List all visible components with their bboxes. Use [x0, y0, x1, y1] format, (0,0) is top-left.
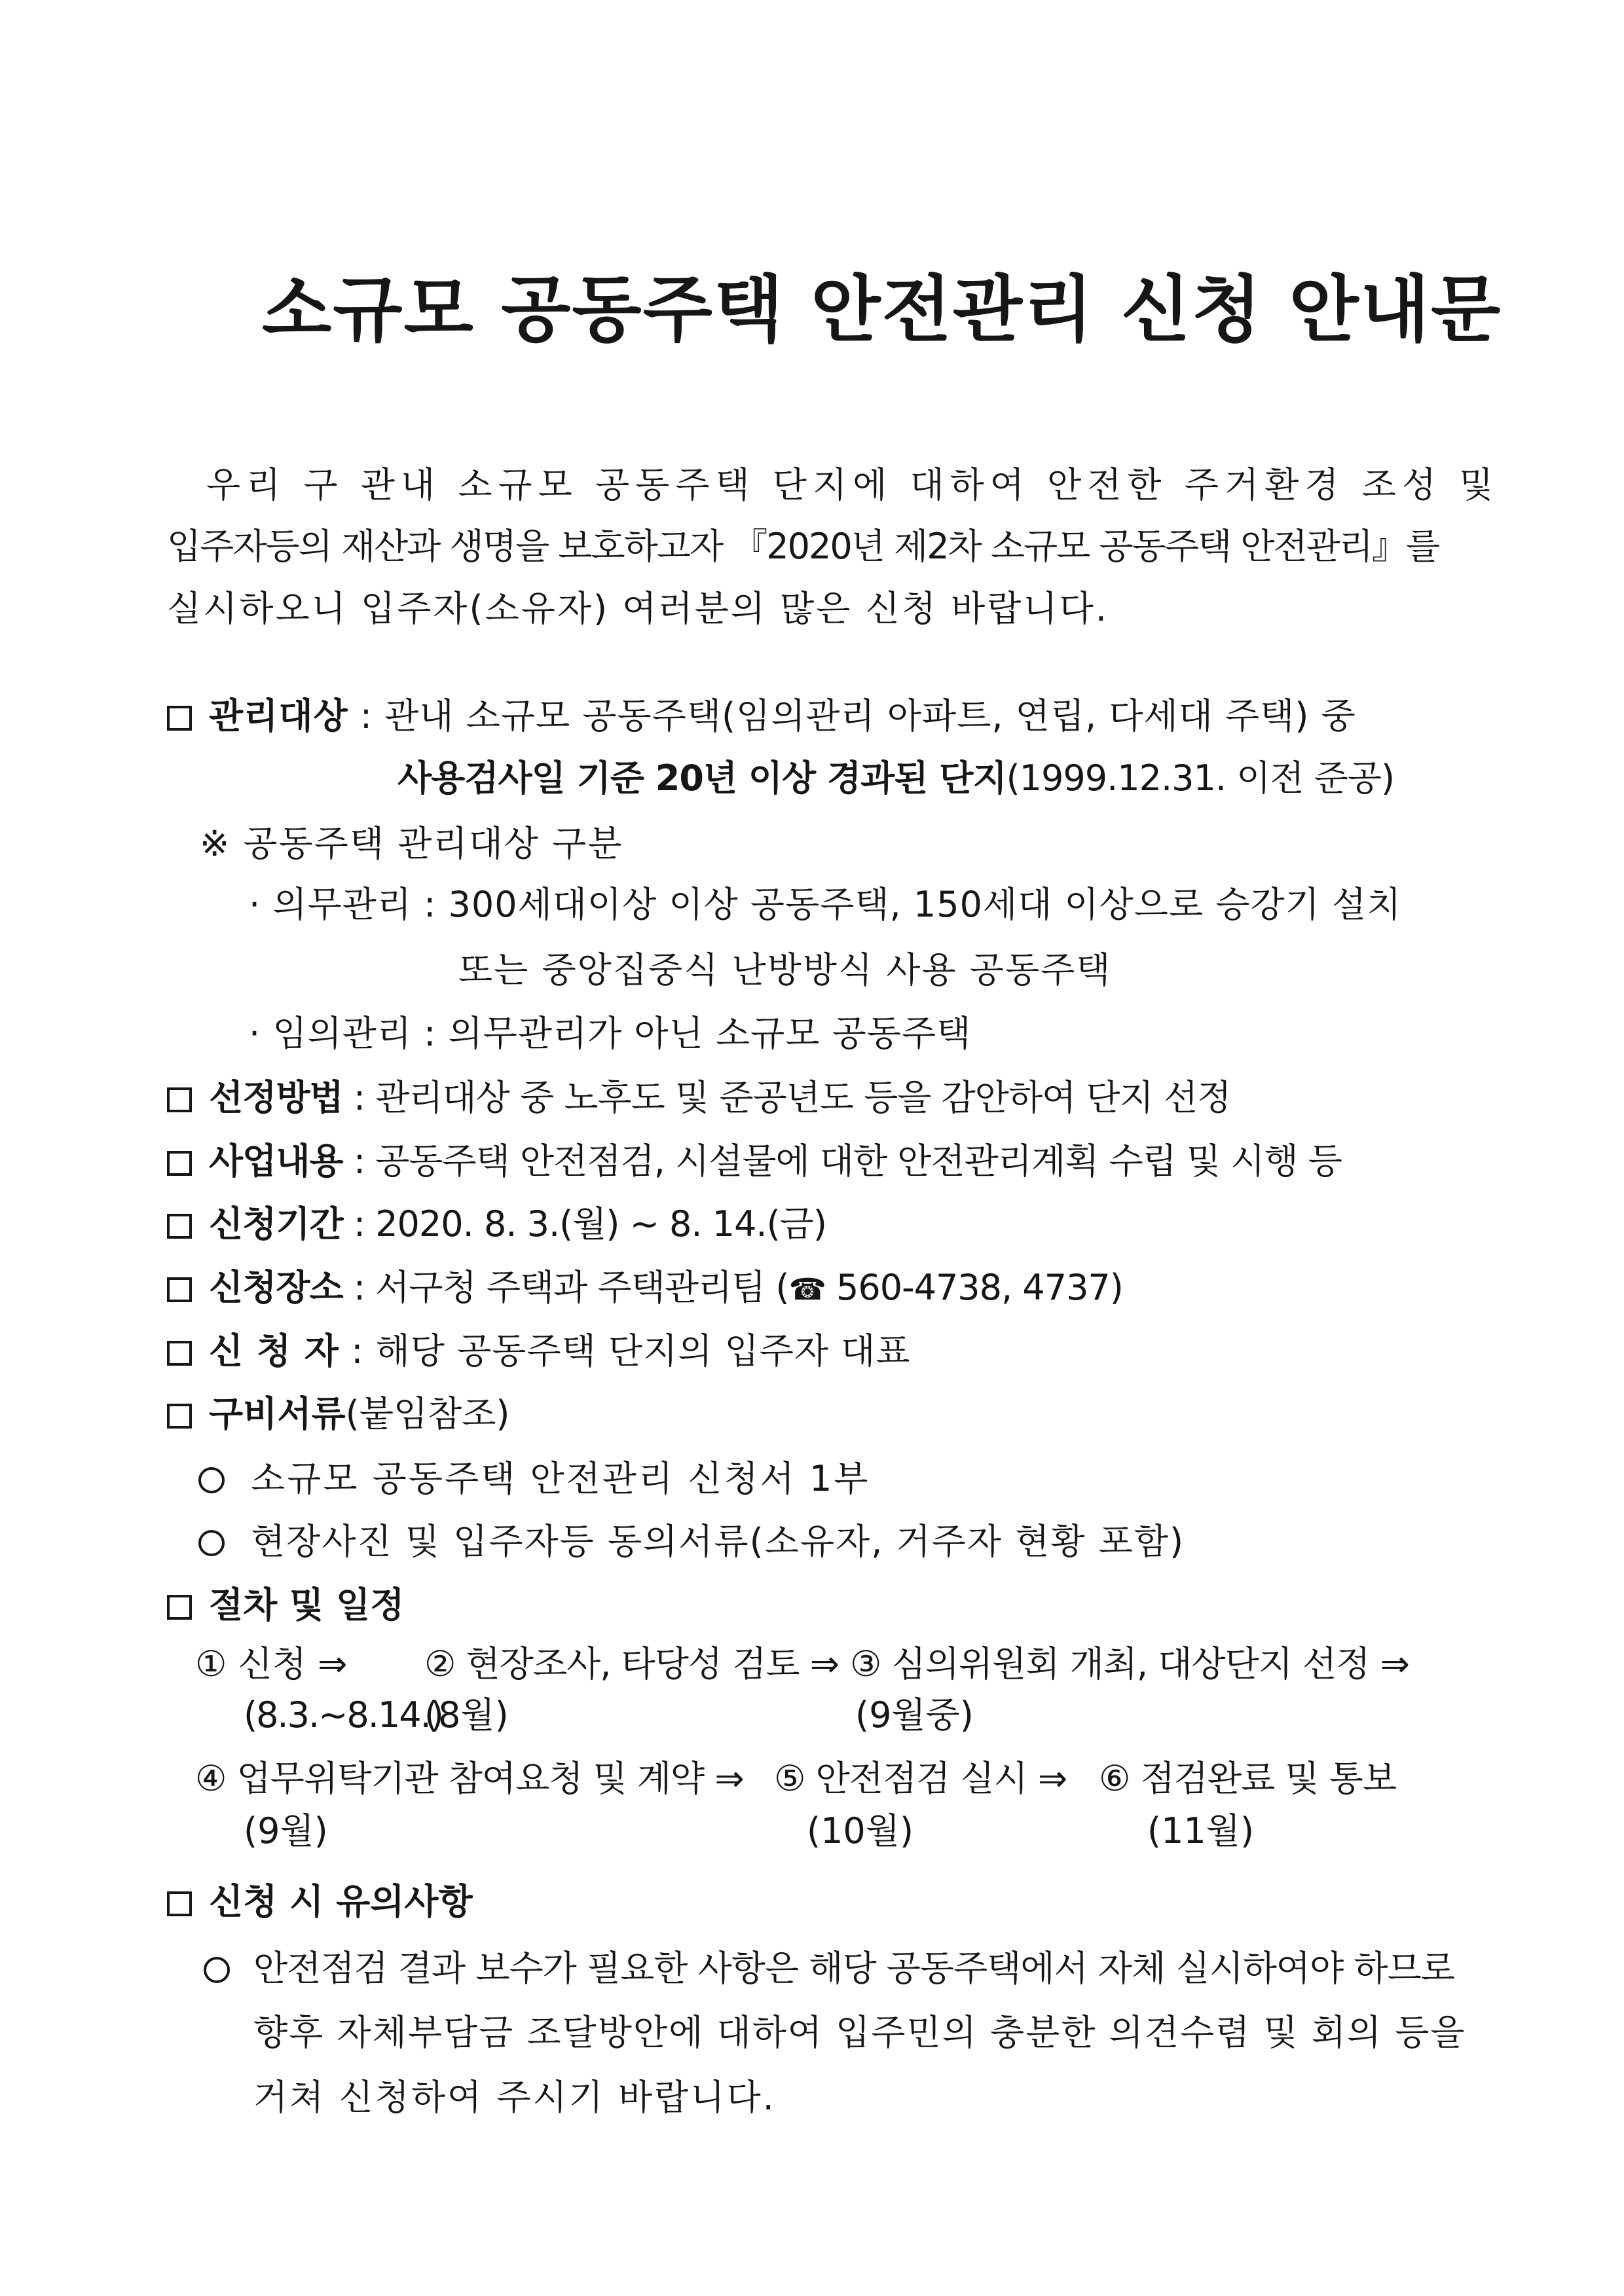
step-2: [424, 1643, 839, 1685]
label-separator: :: [342, 1267, 376, 1308]
target-note: [200, 823, 623, 864]
step-number: ④: [195, 1758, 227, 1799]
optional-label: · 임의관리 :: [249, 1013, 449, 1054]
arrow-icon: ⇒: [1037, 1758, 1067, 1799]
mandatory-label: · 의무관리 :: [249, 884, 449, 925]
intro-line-1: 우리 구 관내 소규모 공동주택 단지에 대하여 안전한 주거환경 조성 및: [206, 464, 1500, 505]
note-title: 공동주택 관리대상 구분: [243, 823, 623, 864]
section-text: 해당 공동주택 단지의 입주자 대표: [375, 1330, 911, 1372]
step-4-date: (9월): [244, 1810, 328, 1851]
step-name: 점검완료 및 통보: [1140, 1758, 1397, 1799]
checkbox-icon: [167, 1151, 192, 1176]
arrow-icon: ⇒: [714, 1758, 744, 1799]
step-name: 현장조사, 타당성 검토: [466, 1643, 800, 1685]
step-name: 신청: [238, 1643, 306, 1685]
label-separator: :: [348, 695, 385, 737]
step-name: 안전점검 실시: [815, 1758, 1027, 1799]
checkbox-icon: [167, 1214, 192, 1239]
step-number: ①: [195, 1643, 227, 1685]
section-text: 2020. 8. 3.(월) ~ 8. 14.(금): [375, 1203, 826, 1245]
step-3-date: (9월중): [855, 1694, 974, 1736]
phone-number: 560-4738, 4737): [825, 1267, 1123, 1308]
section-label: 신청 시 유의사항: [209, 1881, 473, 1922]
arrow-icon: ⇒: [809, 1643, 839, 1685]
target-line-2: [397, 757, 1395, 799]
step-6-date: (11월): [1147, 1810, 1255, 1851]
step-name: 업무위탁기관 참여요청 및 계약: [236, 1758, 705, 1799]
step-4: [195, 1758, 744, 1799]
label-separator: :: [339, 1330, 376, 1372]
checkbox-icon: [167, 1341, 192, 1366]
circle-bullet-icon: [198, 1467, 225, 1493]
mandatory-line-1: [249, 884, 1402, 925]
document-item-1: [198, 1458, 870, 1499]
circle-bullet-icon: [204, 1957, 230, 1983]
section-label: 절차 및 일정: [209, 1584, 405, 1626]
section-text: 공동주택 안전점검, 시설물에 대한 안전관리계획 수립 및 시행 등: [375, 1140, 1342, 1182]
section-label: 관리대상: [209, 695, 348, 737]
section-place: [167, 1267, 1123, 1308]
reference-mark-icon: ※: [200, 823, 231, 864]
arrow-icon: ⇒: [318, 1643, 348, 1685]
checkbox-icon: [167, 1404, 192, 1429]
section-period: [167, 1203, 826, 1245]
target-criteria: 사용검사일 기준 20년 이상 경과된 단지: [397, 757, 1006, 799]
step-number: ②: [424, 1643, 456, 1685]
intro-line-2: 입주자등의 재산과 생명을 보호하고자 『2020년 제2차 소규모 공동주택 안전관리』를: [167, 526, 1439, 567]
step-1-date: (8.3.~8.14.): [244, 1694, 443, 1736]
section-label: 선정방법: [209, 1077, 343, 1118]
section-target: [167, 695, 1356, 737]
caution-line-1: [204, 1948, 1454, 1989]
step-name: 심의위원회 개최, 대상단지 선정: [891, 1643, 1370, 1685]
section-text: 관내 소규모 공동주택(임의관리 아파트, 연립, 다세대 주택) 중: [384, 695, 1356, 737]
checkbox-icon: [167, 1087, 192, 1112]
page-title: 소규모 공동주택 안전관리 신청 안내문: [262, 268, 1502, 352]
document-item-2: [198, 1521, 1185, 1562]
section-label-suffix: (붙임참조): [345, 1393, 510, 1434]
section-text: 관리대상 중 노후도 및 준공년도 등을 감안하여 단지 선정: [375, 1077, 1231, 1118]
step-number: ③: [850, 1643, 881, 1685]
mandatory-line-2: 또는 중앙집중식 난방방식 사용 공동주택: [458, 949, 1112, 991]
section-caution: [167, 1881, 473, 1922]
intro-line-3: 실시하오니 입주자(소유자) 여러분의 많은 신청 바랍니다.: [167, 588, 1109, 629]
section-label: 신청기간: [209, 1203, 343, 1245]
section-business: [167, 1140, 1342, 1182]
section-documents: [167, 1393, 510, 1434]
target-date: (1999.12.31. 이전 준공): [1006, 757, 1395, 799]
section-label: 신청장소: [209, 1267, 343, 1308]
step-6: [1099, 1758, 1397, 1799]
document-text: 소규모 공동주택 안전관리 신청서 1부: [251, 1458, 870, 1499]
section-label: 신 청 자: [209, 1330, 340, 1372]
optional-line: [249, 1013, 972, 1054]
phone-icon: ☎: [788, 1271, 826, 1307]
section-selection: [167, 1077, 1231, 1118]
document-text: 현장사진 및 입주자등 동의서류(소유자, 거주자 현황 포함): [251, 1521, 1185, 1562]
caution-line-3: 거쳐 신청하여 주시기 바랍니다.: [253, 2077, 776, 2118]
caution-line-2: 향후 자체부담금 조달방안에 대하여 입주민의 충분한 의견수렴 및 회의 등을: [253, 2012, 1466, 2053]
step-number: ⑤: [774, 1758, 805, 1799]
checkbox-icon: [167, 1277, 192, 1302]
step-2-date: (8월): [424, 1694, 509, 1736]
checkbox-icon: [167, 1891, 192, 1916]
step-3: [850, 1643, 1409, 1685]
section-procedure: [167, 1584, 405, 1626]
step-1: [195, 1643, 348, 1685]
caution-text: 안전점검 결과 보수가 필요한 사항은 해당 공동주택에서 자체 실시하여야 하므로: [253, 1948, 1454, 1989]
section-text: 서구청 주택과 주택관리팀 (: [375, 1267, 789, 1308]
checkbox-icon: [167, 706, 192, 731]
optional-text: 의무관리가 아닌 소규모 공동주택: [448, 1013, 972, 1054]
section-label: 사업내용: [209, 1140, 343, 1182]
label-separator: :: [342, 1203, 376, 1245]
checkbox-icon: [167, 1595, 192, 1620]
section-label: 구비서류: [209, 1393, 346, 1434]
label-separator: :: [342, 1077, 376, 1118]
label-separator: :: [342, 1140, 376, 1182]
step-5: [774, 1758, 1067, 1799]
step-5-date: (10월): [807, 1810, 914, 1851]
step-number: ⑥: [1099, 1758, 1130, 1799]
circle-bullet-icon: [198, 1530, 225, 1556]
section-applicant: [167, 1330, 911, 1372]
mandatory-text: 300세대이상 이상 공동주택, 150세대 이상으로 승강기 설치: [448, 884, 1402, 925]
arrow-icon: ⇒: [1380, 1643, 1409, 1685]
